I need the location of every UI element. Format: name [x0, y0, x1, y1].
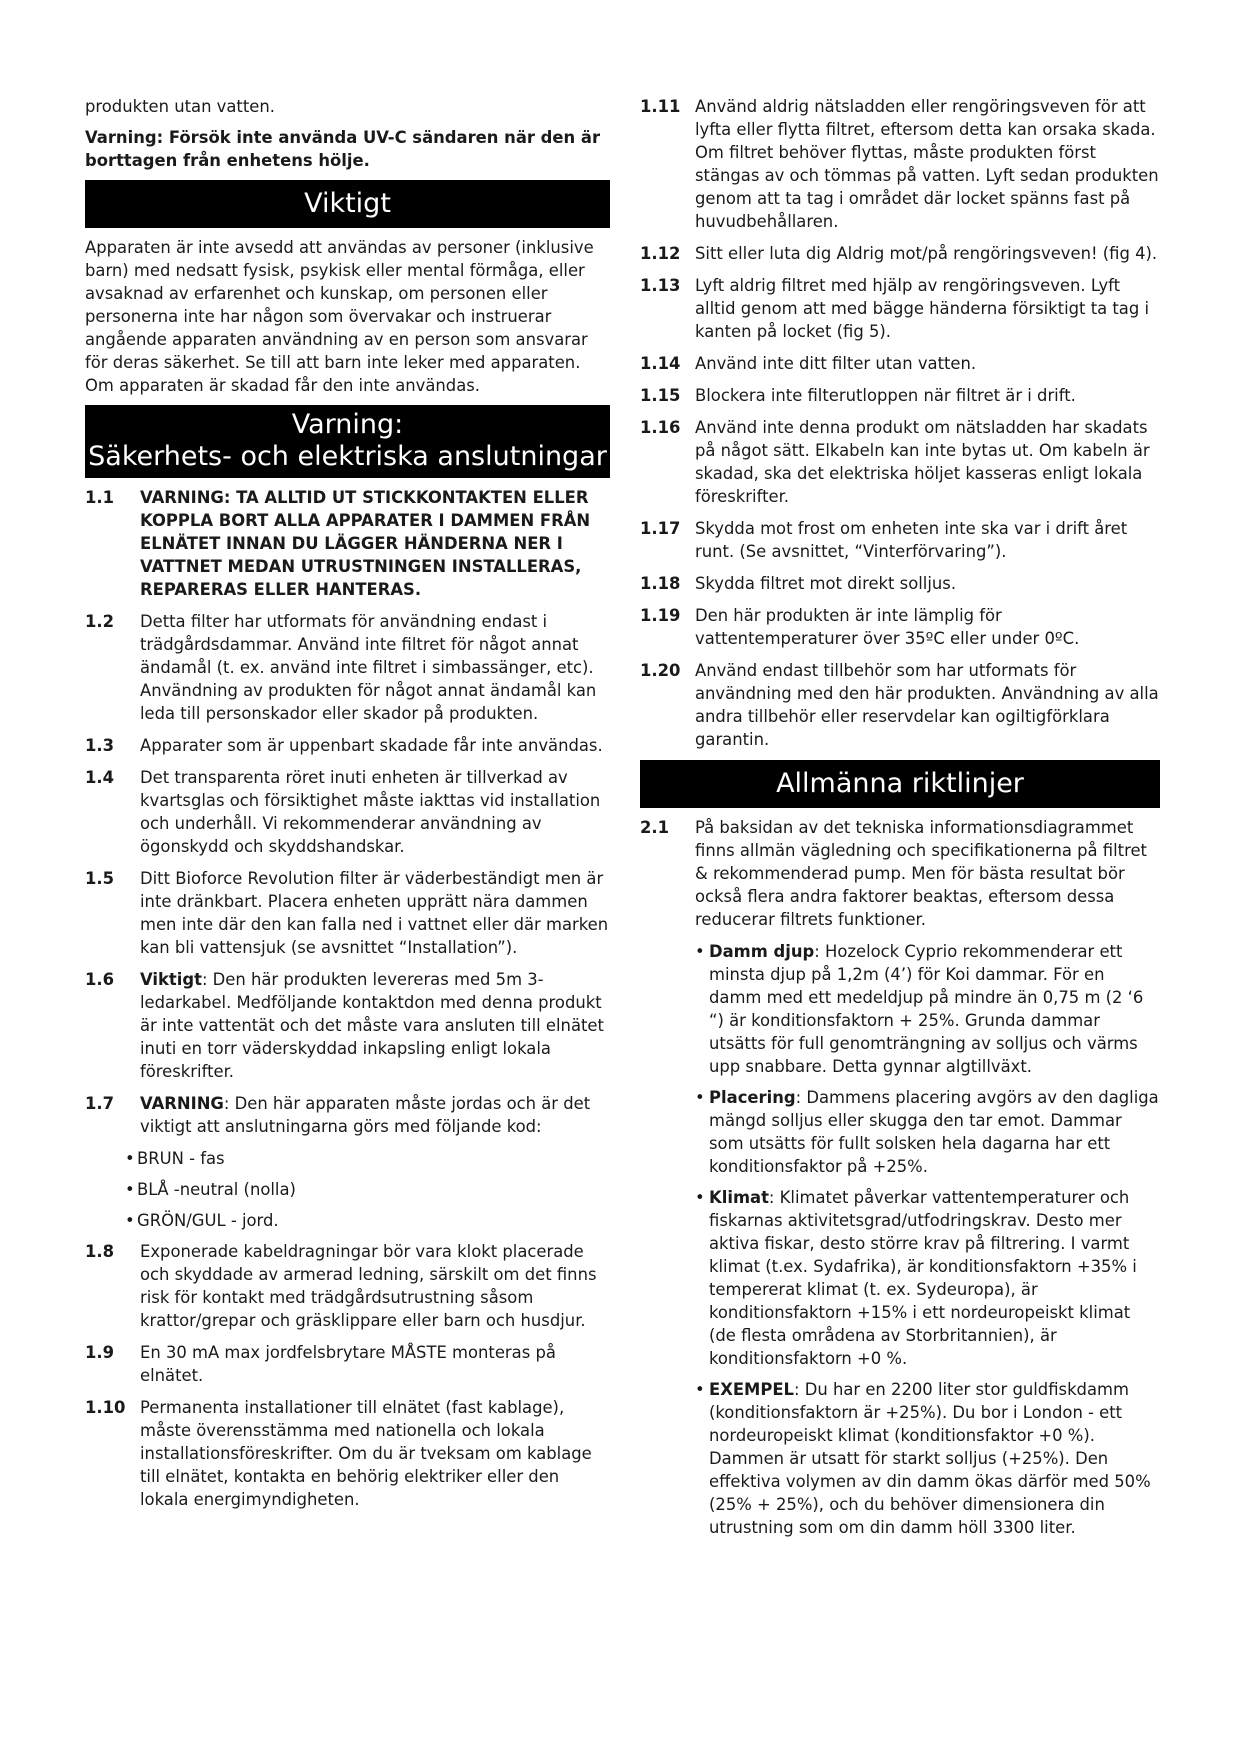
item-text: Apparater som är uppenbart skadade får inte användas.	[140, 736, 603, 755]
item-number: 1.15	[640, 386, 681, 405]
item-number: 1.8	[85, 1242, 115, 1261]
item-number: 2.1	[640, 818, 670, 837]
item-text: : Den här produkten levereras med 5m 3-ledarkabel. Medföljande kontaktdon med denna produkt är inte vattentät och det måste vara ansluten till elnätet inuti en torr väderskyddad inkapsling enligt lokala föreskrifter.	[140, 970, 604, 1081]
factor-list	[640, 940, 1160, 1539]
wire-green-yellow: • GRÖN/GUL - jord.	[125, 1209, 610, 1232]
list-item-1-10	[85, 1396, 610, 1511]
factor-label: EXEMPEL	[709, 1380, 794, 1399]
wire-blue: • BLÅ -neutral (nolla)	[125, 1178, 610, 1201]
list-item-1-5	[85, 867, 610, 959]
item-text: Permanenta installationer till elnätet (fast kablage), måste överensstämma med nationella och lokala installationsföreskrifter. Om du är tveksam om kablage till elnätet, kontakta en behörig elektriker eller den lokala energimyndigheten.	[140, 1398, 592, 1509]
wire-brown: • BRUN - fas	[125, 1147, 610, 1170]
guidelines-banner: Allmänna riktlinjer	[640, 760, 1160, 808]
item-text: Sitt eller luta dig Aldrig mot/på rengöringsveven! (fig 4).	[695, 244, 1158, 263]
right-column	[640, 95, 1160, 1547]
list-item-2-1	[640, 816, 1160, 931]
factor-placement	[695, 1086, 1160, 1178]
list-item-1-13	[640, 274, 1160, 343]
item-text: Skydda filtret mot direkt solljus.	[695, 574, 957, 593]
item-text: Använd aldrig nätsladden eller rengöringsveven för att lyfta eller flytta filtret, eftersom detta kan orsaka skada. Om filtret behöver flyttas, måste produkten först stängas av och tömmas på vatten. Lyft sedan produkten genom att ta tag i området där locket spänns fast på huvudbehållaren.	[695, 97, 1159, 231]
item-number: 1.2	[85, 612, 115, 631]
list-item-1-6	[85, 968, 610, 1083]
item-text: Ditt Bioforce Revolution filter är väderbeständigt men är inte dränkbart. Placera enheten upprätt nära dammen men inte där den kan falla ned i vattnet eller där marken kan bli vattensjuk (se avsnittet “Installation”).	[140, 869, 609, 957]
factor-label: Damm djup	[709, 942, 815, 961]
item-text: Lyft aldrig filtret med hjälp av rengöringsveven. Lyft alltid genom att med bägge händerna försiktigt ta tag i kanten på locket (fig 5).	[695, 276, 1150, 341]
factor-label: Placering	[709, 1088, 796, 1107]
item-number: 1.20	[640, 661, 681, 680]
left-column	[85, 95, 610, 1520]
item-number: 1.19	[640, 606, 681, 625]
item-text: En 30 mA max jordfelsbrytare MÅSTE monteras på elnätet.	[140, 1343, 556, 1385]
item-text: Skydda mot frost om enheten inte ska var i drift året runt. (Se avsnittet, “Vinterförvaring”).	[695, 519, 1128, 561]
item-number: 1.9	[85, 1343, 115, 1362]
item-number: 1.5	[85, 869, 115, 888]
list-item-1-3	[85, 734, 610, 757]
item-number: 1.1	[85, 488, 115, 507]
item-text: Blockera inte filterutloppen när filtret är i drift.	[695, 386, 1076, 405]
wire-code-list	[85, 1147, 610, 1232]
list-item-1-19	[640, 604, 1160, 650]
list-item-1-20	[640, 659, 1160, 751]
item-text: Använd endast tillbehör som har utformats för användning med den här produkten. Användning av alla andra tillbehör eller reservdelar kan ogiltigförklara garantin.	[695, 661, 1159, 749]
item-number: 1.13	[640, 276, 681, 295]
important-banner: Viktigt	[85, 180, 610, 228]
item-number: 1.7	[85, 1094, 115, 1113]
factor-pond-depth	[695, 940, 1160, 1078]
item-label: Viktigt	[140, 970, 202, 989]
list-item-1-17	[640, 517, 1160, 563]
intro-text: produkten utan vatten.	[85, 97, 275, 116]
safety-warning-banner	[85, 405, 610, 478]
item-text: Den här produkten är inte lämplig för vattentemperaturer över 35ºC eller under 0ºC.	[695, 606, 1080, 648]
item-number: 1.6	[85, 970, 115, 989]
list-item-1-7	[85, 1092, 610, 1138]
item-text: Detta filter har utformats för användning endast i trädgårdsdammar. Använd inte filtret för något annat ändamål (t. ex. använd inte filtret i simbassänger, etc). Användning av produkten för något annat ändamål kan leda till personskador eller skador på produkten.	[140, 612, 597, 723]
list-item-1-11	[640, 95, 1160, 233]
factor-text: : Du har en 2200 liter stor guldfiskdamm (konditionsfaktorn är +25%). Du bor i London - ett nordeuropeiskt klimat (konditionsfaktor +0 %). Dammen är utsatt för starkt solljus (+25%). Den effektiva volymen av din damm ökas därför med 50% (25% + 25%), och du behöver dimensionera din utrustning som om din damm höll 3300 liter.	[709, 1380, 1151, 1537]
list-item-1-15	[640, 384, 1160, 407]
item-number: 1.17	[640, 519, 681, 538]
item-number: 1.16	[640, 418, 681, 437]
factor-example	[695, 1378, 1160, 1539]
item-number: 1.10	[85, 1398, 126, 1417]
item-number: 1.12	[640, 244, 681, 263]
list-item-1-9	[85, 1341, 610, 1387]
factor-climate	[695, 1186, 1160, 1370]
list-item-1-8	[85, 1240, 610, 1332]
factor-label: Klimat	[709, 1188, 769, 1207]
banner-line-2: Säkerhets- och elektriska anslutningar	[88, 441, 607, 472]
item-number: 1.18	[640, 574, 681, 593]
banner-line-1: Varning:	[291, 409, 404, 440]
list-item-1-12	[640, 242, 1160, 265]
list-item-1-4	[85, 766, 610, 858]
item-text: Exponerade kabeldragningar bör vara klokt placerade och skyddade av armerad ledning, särskilt om det finns risk för kontakt med trädgårdsutrustning såsom krattor/grepar och gräsklippare eller barn och husdjur.	[140, 1242, 597, 1330]
item-number: 1.4	[85, 768, 115, 787]
list-item-1-16	[640, 416, 1160, 508]
list-item-1-18	[640, 572, 1160, 595]
uvc-warning: Varning: Försök inte använda UV-C sändaren när den är borttagen från enhetens hölje.	[85, 128, 601, 170]
list-item-1-1	[85, 486, 610, 601]
item-number: 1.11	[640, 97, 681, 116]
item-text: : Den här apparaten måste jordas och är det viktigt att anslutningarna görs med följande kod:	[140, 1094, 591, 1136]
factor-text: : Klimatet påverkar vattentemperaturer och fiskarnas aktivitetsgrad/utfodringskrav. Desto mer aktiva fiskar, desto större krav på filtrering. I varmt klimat (t.ex. Sydafrika), är konditionsfaktorn +35% i tempererat klimat (t. ex. Sydeuropa), är konditionsfaktorn +15% i ett nordeuropeiskt klimat (de flesta områdena av Storbritannien), är konditionsfaktorn +0 %.	[709, 1188, 1137, 1368]
item-text: VARNING: TA ALLTID UT STICKKONTAKTEN ELLER KOPPLA BORT ALLA APPARATER I DAMMEN FRÅN ELNÄTET INNAN DU LÄGGER HÄNDERNA NER I VATTNET MEDAN UTRUSTNINGEN INSTALLERAS, REPARERAS ELLER HANTERAS.	[140, 488, 591, 599]
item-number: 1.14	[640, 354, 681, 373]
item-label: VARNING	[140, 1094, 224, 1113]
item-text: Använd inte ditt filter utan vatten.	[695, 354, 977, 373]
list-item-1-2	[85, 610, 610, 725]
factor-text: : Hozelock Cyprio rekommenderar ett minsta djup på 1,2m (4’) för Koi dammar. För en damm med ett medeldjup på mindre än 0,75 m (2 ‘6 “) är konditionsfaktorn + 25%. Grunda dammar utsätts för full genomträngning av solljus och värms upp snabbare. Detta gynnar algtillväxt.	[709, 942, 1144, 1076]
list-item-1-14	[640, 352, 1160, 375]
item-text: På baksidan av det tekniska informationsdiagrammet finns allmän vägledning och specifikationerna på filtret & rekommenderad pump. Men för bästa resultat bör också flera andra faktorer beaktas, eftersom dessa reducerar filtrets funktioner.	[695, 818, 1147, 929]
factor-text: : Dammens placering avgörs av den dagliga mängd solljus eller skugga den tar emot. Dammar som utsätts för fullt solsken hela dagarna har ett konditionsfaktor på +25%.	[709, 1088, 1159, 1176]
item-text: Använd inte denna produkt om nätsladden har skadats på något sätt. Elkabeln kan inte bytas ut. Om kabeln är skadad, ska det elektriska höljet kasseras enligt lokala föreskrifter.	[695, 418, 1150, 506]
important-text: Apparaten är inte avsedd att användas av personer (inklusive barn) med nedsatt fysisk, psykisk eller mental förmåga, eller avsaknad av erfarenhet och kunskap, om personen eller personerna inte har någon som övervakar och instruerar angående apparaten användning av en person som ansvarar för deras säkerhet. Se till att barn inte leker med apparaten. Om apparaten är skadad får den inte användas.	[85, 238, 594, 395]
item-number: 1.3	[85, 736, 115, 755]
item-text: Det transparenta röret inuti enheten är tillverkad av kvartsglas och försiktighet måste iakttas vid installation och underhåll. Vi rekommenderar användning av ögonskydd och skyddshandskar.	[140, 768, 601, 856]
